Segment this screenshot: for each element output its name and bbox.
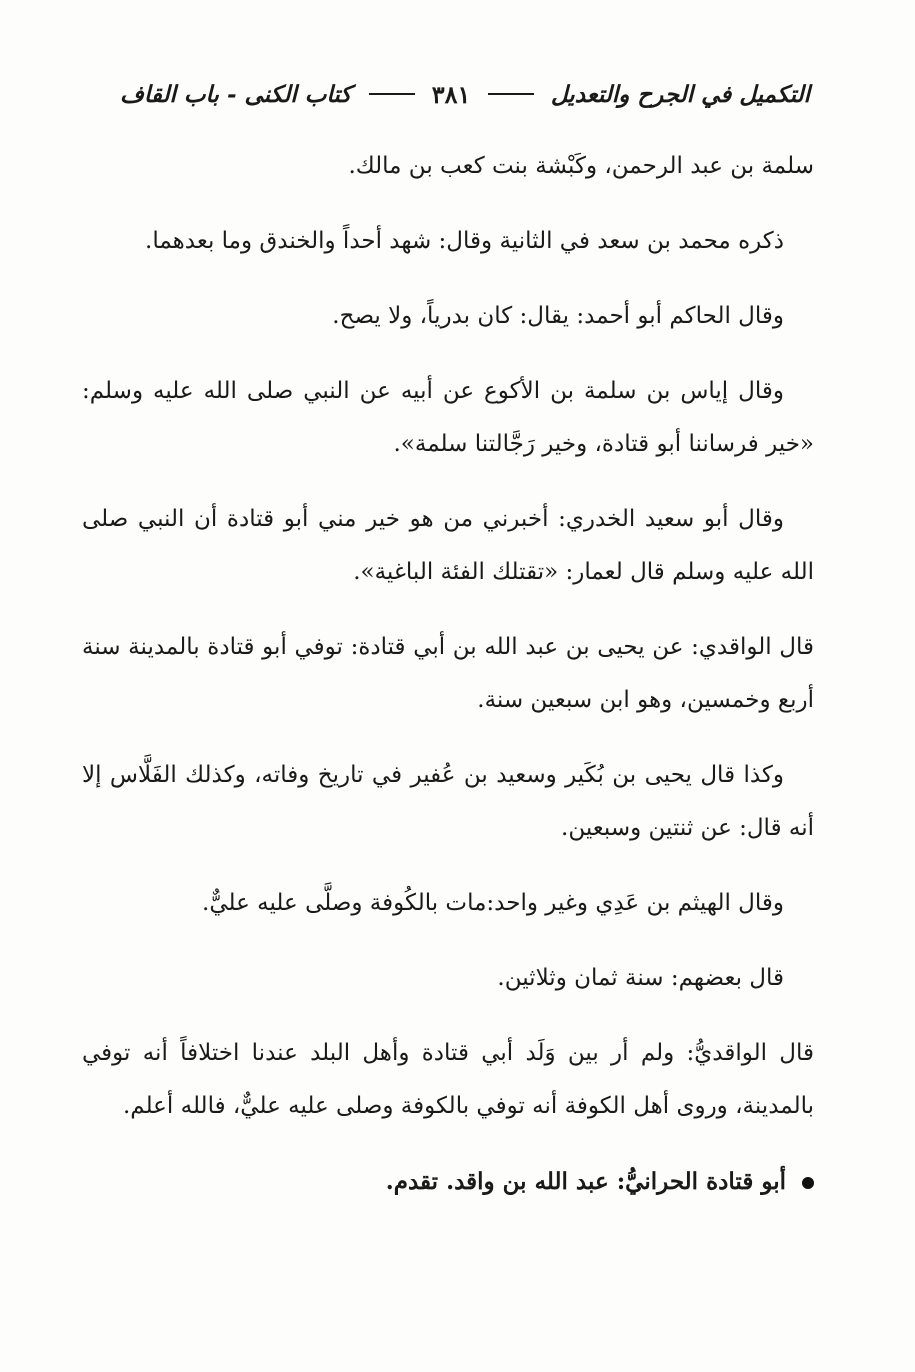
header-dash-left [369,93,415,95]
paragraph: ذكره محمد بن سعد في الثانية وقال: شهد أحداً والخندق وما بعدهما. [145,228,784,254]
paragraph: قال بعضهم: سنة ثمان وثلاثين. [497,965,784,991]
paragraph: وقال الحاكم أبو أحمد: يقال: كان بدرياً، ولا يصح. [332,303,784,329]
bullet-icon [802,1177,814,1189]
entry-text: عبد الله بن واقد. تقدم. [385,1168,609,1195]
page-number: ٣٨١ [431,79,471,109]
header-dash-right [488,93,534,95]
biography-entry [82,1155,814,1208]
page-body [82,140,814,1230]
paragraph: وقال الهيثم بن عَدِي وغير واحد:مات بالكُوفة وصلَّى عليه عليٌّ. [202,890,784,916]
paragraph: وقال أبو سعيد الخدري: أخبرني من هو خير مني أبو قتادة أن النبي صلى الله عليه وسلم قال لعمار: «تقتلك الفئة الباغية». [82,506,814,585]
paragraph: قال الواقدي: عن يحيى بن عبد الله بن أبي قتادة: توفي أبو قتادة بالمدينة سنة أربع وخمسين، وهو ابن سبعين سنة. [82,634,814,713]
book-title: التكميل في الجرح والتعديل [550,80,810,108]
paragraph: وكذا قال يحيى بن بُكَير وسعيد بن عُفير في تاريخ وفاته، وكذلك الفَلَّاس إلا أنه قال: عن ثنتين وسبعين. [82,762,814,841]
paragraph-continuation: سلمة بن عبد الرحمن، وكَبْشة بنت كعب بن مالك. [348,153,814,179]
section-title: كتاب الكنى - باب القاف [120,80,352,108]
running-header [120,76,810,112]
entry-name: أبو قتادة الحرانيُّ: [616,1168,786,1195]
paragraph: قال الواقديُّ: ولم أر بين وَلَد أبي قتادة وأهل البلد عندنا اختلافاً أنه توفي بالمدينة، وروى أهل الكوفة أنه توفي بالكوفة وصلى عليه عليٌّ، فالله أعلم. [82,1040,814,1119]
paragraph: وقال إياس بن سلمة بن الأكوع عن أبيه عن النبي صلى الله عليه وسلم: «خير فرساننا أبو قتادة، وخير رَجَّالتنا سلمة». [82,378,814,457]
